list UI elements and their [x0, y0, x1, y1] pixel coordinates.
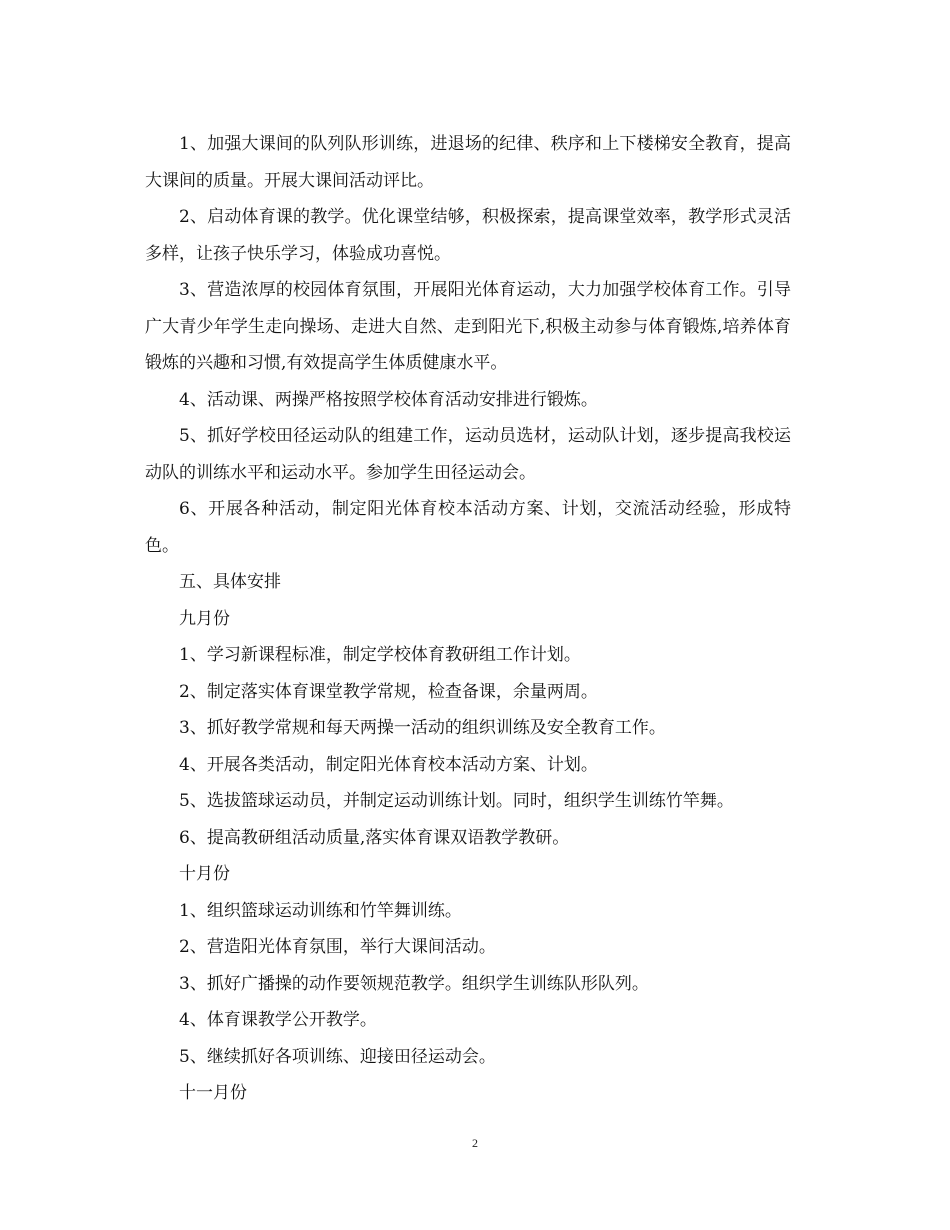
month-heading: 十一月份 — [179, 1083, 247, 1103]
document-body — [145, 126, 791, 1112]
paragraph: 4、活动课、两操严格按照学校体育活动安排进行锻炼。 — [179, 389, 598, 410]
paragraph: 6、提高教研组活动质量,落实体育课双语教学教研。 — [179, 827, 570, 848]
paragraph: 6、开展各种活动，制定阳光体育校本活动方案、计划，交流活动经验，形成特色。 — [145, 499, 791, 556]
month-heading: 九月份 — [179, 608, 230, 629]
month-heading: 十月份 — [179, 864, 230, 884]
paragraph: 4、体育课教学公开教学。 — [179, 1010, 377, 1030]
paragraph: 3、营造浓厚的校园体育氛围，开展阳光体育运动，大力加强学校体育工作。引导广大青少年学生走向操场、走进大自然、走到阳光下,积极主动参与体育锻炼,培养体育锻炼的兴趣和习惯,有效提高学生体质健康水平。 — [145, 280, 791, 373]
paragraph: 2、制定落实体育课堂教学常规，检查备课，余量两周。 — [179, 681, 598, 702]
paragraph: 5、继续抓好各项训练、迎接田径运动会。 — [179, 1046, 496, 1067]
section-heading: 五、具体安排 — [179, 572, 281, 592]
paragraph: 5、抓好学校田径运动队的组建工作，运动员选材，运动队计划，逐步提高我校运动队的训练水平和运动水平。参加学生田径运动会。 — [145, 426, 791, 483]
paragraph: 4、开展各类活动，制定阳光体育校本活动方案、计划。 — [179, 754, 598, 775]
page-number: 2 — [472, 1136, 478, 1150]
paragraph: 5、选拔篮球运动员，并制定运动训练计划。同时，组织学生训练竹竿舞。 — [179, 791, 734, 811]
paragraph: 1、组织篮球运动训练和竹竿舞训练。 — [179, 900, 462, 921]
paragraph: 2、营造阳光体育氛围，举行大课间活动。 — [179, 937, 496, 957]
paragraph: 1、学习新课程标准，制定学校体育教研组工作计划。 — [179, 645, 581, 665]
paragraph: 3、抓好广播操的动作要领规范教学。组织学生训练队形队列。 — [179, 973, 649, 994]
paragraph: 3、抓好教学常规和每天两操一活动的组织训练及安全教育工作。 — [179, 718, 666, 738]
paragraph: 2、启动体育课的教学。优化课堂结够，积极探索，提高课堂效率，教学形式灵活多样，让孩子快乐学习，体验成功喜悦。 — [145, 207, 791, 264]
paragraph: 1、加强大课间的队列队形训练，进退场的纪律、秩序和上下楼梯安全教育，提高大课间的质量。开展大课间活动评比。 — [145, 134, 791, 191]
